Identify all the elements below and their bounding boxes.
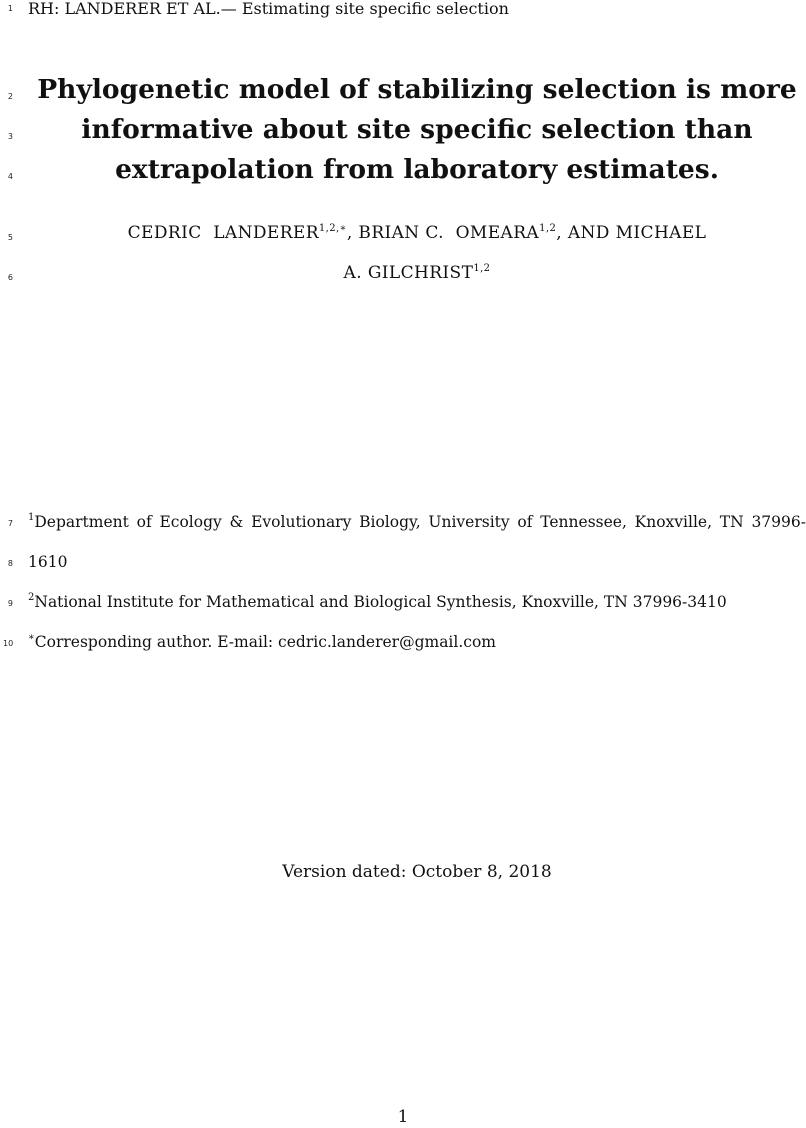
affiliation-1-marker: 1	[28, 512, 35, 523]
author-2-affil: 1,2	[539, 223, 557, 234]
corresponding-text: Corresponding author. E-mail: cedric.landerer@gmail.com	[34, 633, 496, 651]
page-number: 1	[397, 1107, 409, 1127]
line-number-6: 6	[7, 273, 13, 282]
corresponding-marker: ∗	[28, 632, 35, 643]
line-number-2: 2	[7, 92, 13, 101]
author-2-name: , BRIAN C. OMEARA	[346, 223, 540, 243]
line-number-1: 1	[7, 4, 13, 13]
affiliation-2-marker: 2	[28, 592, 35, 603]
line-number-8: 8	[7, 559, 13, 568]
affiliation-1	[28, 512, 806, 532]
affiliation-1-continued: 1610	[28, 553, 68, 571]
line-number-10: 10	[3, 639, 14, 648]
affiliation-2-text: National Institute for Mathematical and Biological Synthesis, Knoxville, TN 37996-3410	[34, 593, 727, 611]
line-number-9: 9	[7, 599, 13, 608]
author-1-name: CEDRIC LANDERER	[127, 223, 319, 243]
author-separator: , AND MICHAEL	[556, 223, 707, 243]
line-number-5: 5	[7, 233, 13, 242]
author-3-name: A. GILCHRIST	[343, 263, 474, 283]
corresponding-author	[28, 632, 496, 652]
author-1-affil: 1,2,∗	[318, 223, 347, 234]
affiliation-1-text: Department of Ecology & Evolutionary Biology, University of Tennessee, Knoxville, TN 37996-	[34, 513, 806, 531]
author-line-1	[28, 222, 806, 244]
title-line-3: extrapolation from laboratory estimates.	[115, 154, 719, 185]
author-line-2	[28, 262, 806, 284]
author-3-affil: 1,2	[473, 263, 491, 274]
line-number-4: 4	[7, 172, 13, 181]
running-head: RH: LANDERER ET AL.— Estimating site specific selection	[28, 0, 509, 18]
affiliation-2	[28, 592, 727, 612]
line-number-3: 3	[7, 132, 13, 141]
title-line-1: Phylogenetic model of stabilizing selection is more	[37, 74, 797, 105]
line-number-7: 7	[7, 519, 13, 528]
title-line-2: informative about site specific selection than	[81, 114, 753, 145]
version-date: Version dated: October 8, 2018	[282, 862, 552, 882]
